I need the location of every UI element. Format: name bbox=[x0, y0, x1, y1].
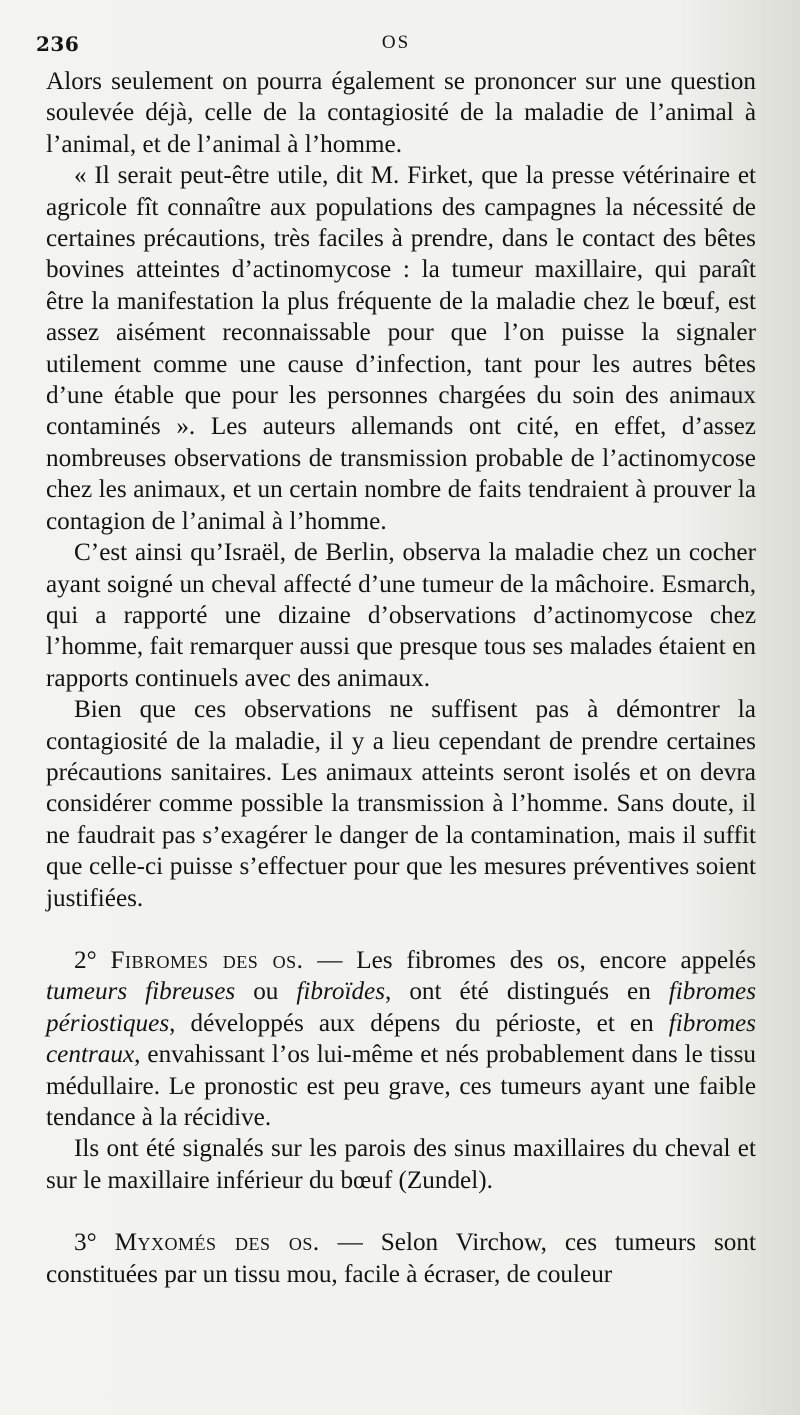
text-segment: Fibromes des os. bbox=[110, 946, 304, 974]
text-segment: fibromes centraux bbox=[46, 1009, 756, 1069]
body-text bbox=[46, 66, 756, 1290]
paragraph-p4 bbox=[46, 694, 756, 914]
text-segment: ou bbox=[235, 978, 297, 1006]
paragraph-p7 bbox=[46, 1227, 756, 1290]
paragraph-p3 bbox=[46, 537, 756, 694]
text-segment: tumeurs fibreuses bbox=[46, 978, 236, 1006]
page-header bbox=[36, 32, 756, 60]
text-segment: Myxomés des os. bbox=[114, 1229, 320, 1257]
page-number: 236 bbox=[36, 32, 80, 56]
running-title: OS bbox=[381, 32, 411, 53]
paragraph-p6 bbox=[46, 1133, 756, 1196]
text-segment: C’est ainsi qu’Israël, de Berlin, observa la maladie chez un cocher ayant soigné un cheval affecté d’une tumeur de la mâchoire. Esmarch, qui a rapporté une dizaine d’observations d’actinomycose chez l’homme, fait remarquer aussi que presque tous ses malades étaient en rapports continuels avec des animaux. bbox=[46, 539, 756, 692]
text-segment: Ils ont été signalés sur les parois des sinus maxillaires du cheval et sur le maxillaire inférieur du bœuf (Zundel). bbox=[46, 1135, 756, 1194]
text-segment: fibromes périostiques bbox=[46, 978, 757, 1037]
text-segment: « Il serait peut-être utile, dit M. Firket, que la presse vétérinaire et agricole fît connaître aux populations des campagnes la nécessité de certaines précautions, très faciles à prendre, dans le contact des bêtes bovines atteintes d’actinomycose : la tumeur maxillaire, qui paraît être la manifestation la plus fréquente de la maladie chez le bœuf, est assez aisément reconnaissable pour que l’on puisse la signaler utilement comme une cause d’infection, tant pour les autres bêtes d’une étable que pour les personnes chargées du soin des animaux contaminés ». Les auteurs allemands ont cité, en effet, d’assez nombreuses observations de transmission probable de l’actinomycose chez les animaux, et un certain nombre de faits tendraient à prouver la contagion de l’animal à l’homme. bbox=[46, 162, 756, 535]
paragraph-p1 bbox=[46, 66, 756, 160]
paragraph-p5 bbox=[46, 945, 756, 1133]
text-segment: , envahissant l’os lui-même et nés probablement dans le tissu médullaire. Le pronostic est peu grave, ces tumeurs ayant une faible tendance à la récidive. bbox=[46, 1041, 756, 1131]
text-segment: 3° bbox=[74, 1229, 115, 1257]
paragraph-p2 bbox=[46, 160, 756, 537]
text-segment: fibroïdes bbox=[296, 978, 386, 1006]
text-segment: , ont été distingués en bbox=[385, 978, 669, 1006]
text-segment: 2° bbox=[74, 946, 111, 974]
text-segment: — Les fibromes des os, encore appelés bbox=[303, 946, 756, 974]
text-segment: , développés aux dépens du périoste, et en bbox=[169, 1009, 669, 1037]
text-segment: Bien que ces observations ne suffisent pas à démontrer la contagiosité de la maladie, il y a lieu cependant de prendre certaines précautions sanitaires. Les animaux atteints seront isolés et on devra considérer comme possible la transmission à l’homme. Sans doute, il ne faudrait pas s’exagérer le danger de la contamination, mais il suffit que celle-ci puisse s’effectuer pour que les mesures préventives soient justifiées. bbox=[46, 696, 756, 912]
text-segment: — Selon Virchow, ces tumeurs sont constituées par un tissu mou, facile à écraser, de couleur bbox=[46, 1229, 756, 1288]
text-segment: Alors seulement on pourra également se prononcer sur une question soulevée déjà, celle de la contagiosité de la maladie de l’animal à l’animal, et de l’animal à l’homme. bbox=[46, 68, 756, 158]
